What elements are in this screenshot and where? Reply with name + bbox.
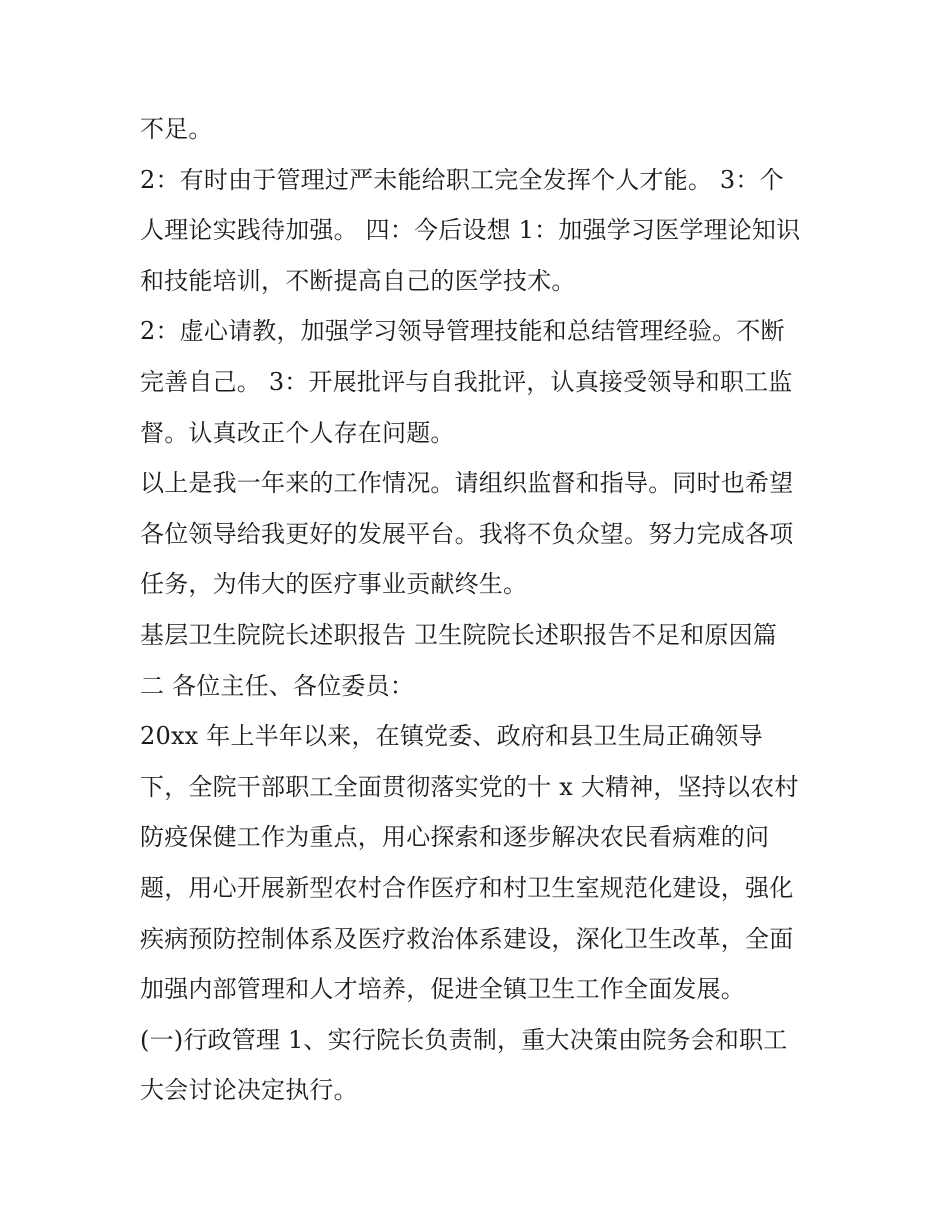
- text-line-5: 2：虚心请教，加强学习领导管理技能和总结管理经验。不断: [140, 317, 785, 346]
- text-line-17: 疾病预防控制体系及医疗救治体系建设，深化卫生改革，全面: [140, 924, 794, 953]
- document-body: [140, 104, 820, 1116]
- text-line-16: 题，用心开展新型农村合作医疗和村卫生室规范化建设，强化: [140, 873, 794, 902]
- text-line-3: 人理论实践待加强。 四：今后设想 1：加强学习医学理论知识: [140, 216, 801, 245]
- text-line-7: 督。认真改正个人存在问题。: [140, 418, 455, 447]
- text-line-11: 基层卫生院院长述职报告 卫生院院长述职报告不足和原因篇: [140, 620, 778, 649]
- text-line-14: 下，全院干部职工全面贯彻落实党的十 x 大精神，坚持以农村: [140, 772, 799, 801]
- text-line-10: 任务，为伟大的医疗事业贡献终生。: [140, 570, 528, 599]
- text-line-12: 二 各位主任、各位委员：: [140, 671, 415, 700]
- text-line-4: 和技能培训，不断提高自己的医学技术。: [140, 266, 576, 295]
- text-line-13: 20xx 年上半年以来，在镇党委、政府和县卫生局正确领导: [140, 722, 763, 751]
- text-line-15: 防疫保健工作为重点，用心探索和逐步解决农民看病难的问: [140, 823, 770, 852]
- text-line-20: 大会讨论决定执行。: [140, 1076, 358, 1105]
- text-line-8: 以上是我一年来的工作情况。请组织监督和指导。同时也希望: [140, 469, 794, 498]
- text-line-6: 完善自己。 3：开展批评与自我批评，认真接受领导和职工监: [140, 367, 793, 396]
- text-line-9: 各位领导给我更好的发展平台。我将不负众望。努力完成各项: [140, 519, 794, 548]
- text-line-1: 不足。: [140, 115, 213, 143]
- text-line-18: 加强内部管理和人才培养，促进全镇卫生工作全面发展。: [140, 975, 745, 1004]
- text-line-19: (一)行政管理 1、实行院长负责制，重大决策由院务会和职工: [140, 1025, 788, 1054]
- text-line-2: 2：有时由于管理过严未能给职工完全发挥个人才能。 3：个: [140, 165, 784, 194]
